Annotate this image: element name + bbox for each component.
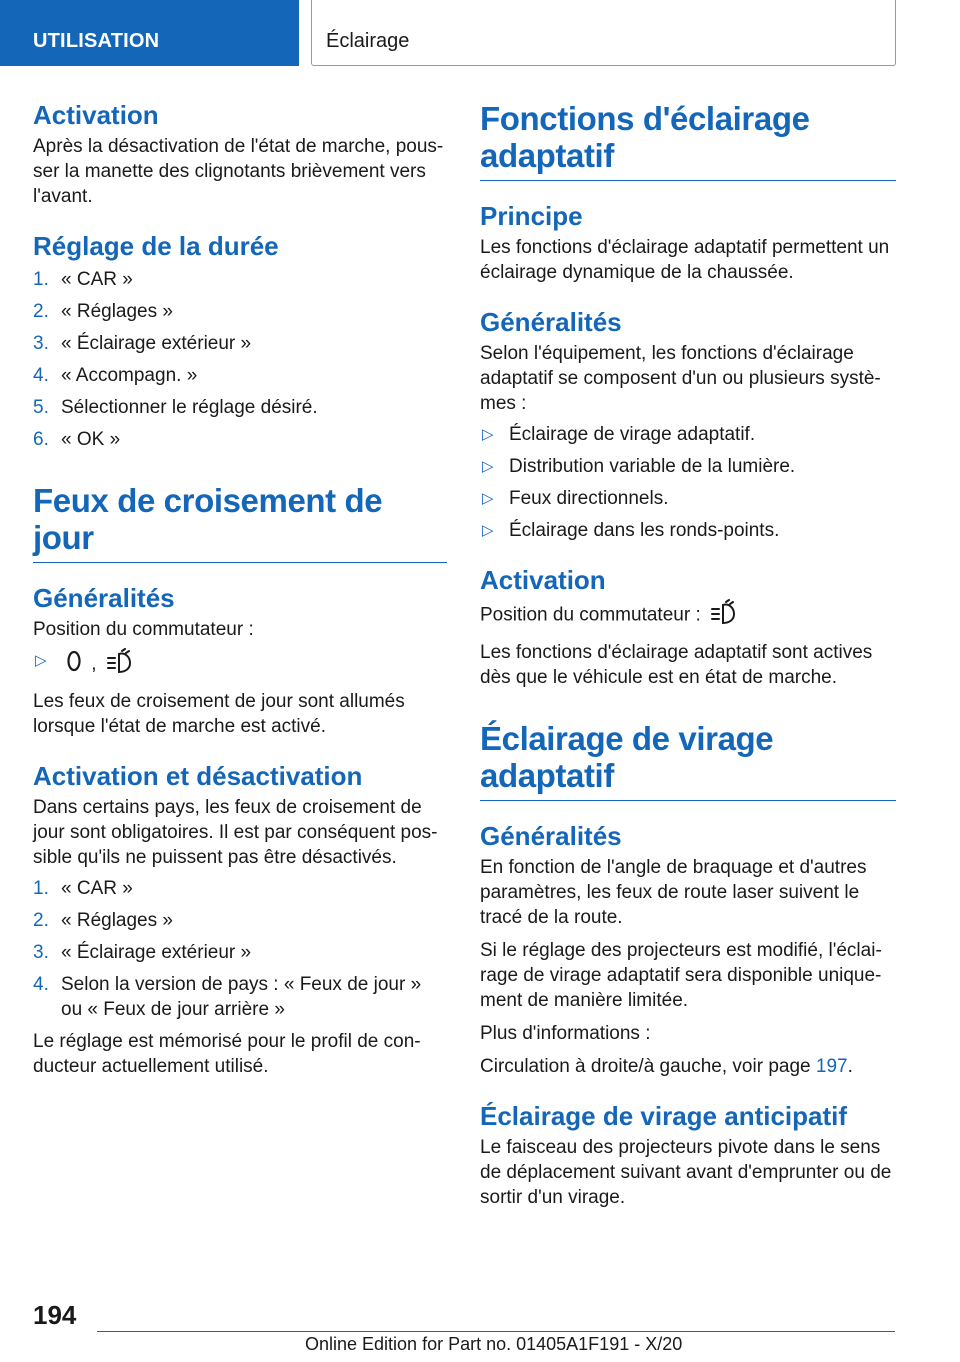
right-column: [480, 100, 896, 1210]
system-text: Distribution variable de la lumière.: [509, 456, 796, 477]
list-item: [33, 940, 447, 965]
system-text: Feux directionnels.: [509, 488, 669, 509]
cornering-heading: Éclairage de virage adaptatif: [480, 720, 896, 801]
principle-heading: Principe: [480, 201, 583, 231]
switch-position-text: Position du commutateur :: [480, 604, 701, 626]
more-info-text: Plus d'informations :: [480, 1023, 651, 1044]
edition-text: Online Edition for Part no. 01405A1F191 - X/20: [305, 1334, 683, 1354]
activation-heading: Activation: [33, 100, 159, 130]
list-item: [33, 395, 447, 420]
list-item: [33, 876, 447, 901]
cornering-modified-text: Si le réglage des projecteurs est modifié, l'éclai-rage de virage adaptatif sera disponible unique-ment de manière limitée.: [480, 940, 882, 1011]
list-item: [33, 331, 447, 356]
principle-text: Les fonctions d'éclairage adaptatif permettent un éclairage dynamique de la chaussée.: [480, 237, 890, 283]
step-number: 4.: [33, 974, 49, 995]
drl-lights-text: Les feux de croisement de jour sont allumés lorsque l'état de marche est activé.: [33, 691, 405, 737]
triangle-bullet-icon: ▷: [482, 426, 494, 443]
step-number: 5.: [33, 397, 49, 418]
drl-heading: Feux de croisement de jour: [33, 482, 447, 563]
auto-headlight-icon: [106, 648, 132, 681]
reference-end: .: [847, 1056, 853, 1077]
adaptive-activation-heading: Activation: [480, 565, 606, 595]
step-number: 3.: [33, 942, 49, 963]
drl-switch-position-text: Position du commutateur :: [33, 619, 254, 640]
cornering-general-text: En fonction de l'angle de braquage et d'autres paramètres, les feux de route laser suivent le tracé de la route.: [480, 857, 867, 928]
list-item: [480, 486, 896, 511]
activation-text: Après la désactivation de l'état de marche, pous-ser la manette des clignotants brièvement vers l'avant.: [33, 136, 444, 207]
step-number: 1.: [33, 878, 49, 899]
drl-steps: [33, 876, 447, 1022]
drl-onoff-text: Dans certains pays, les feux de croisement de jour sont obligatoires. Il est par conséquent pos-sible qu'ils ne puissent pas être désactivés.: [33, 797, 438, 868]
step-text: « Éclairage extérieur »: [61, 942, 252, 963]
list-item: [33, 908, 447, 933]
page-reference: [480, 1054, 896, 1079]
anticipatory-text: Le faisceau des projecteurs pivote dans le sens de déplacement suivant avant d'emprunter ou de sortir d'un virage.: [480, 1137, 892, 1208]
step-number: 2.: [33, 301, 49, 322]
step-text: « Réglages »: [61, 910, 173, 931]
drl-onoff-heading: Activation et désactivation: [33, 761, 363, 791]
list-item: [480, 422, 896, 447]
duration-heading: Réglage de la durée: [33, 231, 279, 261]
chapter-title: Éclairage: [326, 30, 410, 52]
list-item: [480, 454, 896, 479]
step-text: « CAR »: [61, 269, 133, 290]
drl-general-heading: Généralités: [33, 583, 175, 613]
list-item: [33, 972, 447, 1022]
triangle-bullet-icon: ▷: [482, 458, 494, 475]
zero-position-icon: [66, 649, 82, 680]
step-text: Sélectionner le réglage désiré.: [61, 397, 318, 418]
step-number: 2.: [33, 910, 49, 931]
step-number: 3.: [33, 333, 49, 354]
triangle-bullet-icon: ▷: [482, 490, 494, 507]
list-item: [33, 427, 447, 452]
list-item: [33, 267, 447, 292]
adaptive-general-text: Selon l'équipement, les fonctions d'éclairage adaptatif se composent d'un ou plusieurs systè-mes :: [480, 343, 881, 414]
adaptive-switch-position: [480, 599, 896, 632]
step-text: « CAR »: [61, 878, 133, 899]
drl-memory-text: Le réglage est mémorisé pour le profil de con-ducteur actuellement utilisé.: [33, 1031, 421, 1077]
drl-switch-symbols: [33, 648, 447, 681]
section-tab: [0, 0, 299, 66]
step-text: « OK »: [61, 429, 121, 450]
chapter-tab: [311, 0, 896, 66]
step-number: 1.: [33, 269, 49, 290]
reference-text: Circulation à droite/à gauche, voir page: [480, 1056, 811, 1077]
adaptive-activation-text: Les fonctions d'éclairage adaptatif sont actives dès que le véhicule est en état de marche.: [480, 642, 873, 688]
adaptive-general-heading: Généralités: [480, 307, 622, 337]
list-item: [480, 518, 896, 543]
triangle-bullet-icon: ▷: [35, 652, 47, 669]
duration-steps: [33, 267, 447, 452]
page-link[interactable]: 197: [815, 1056, 848, 1077]
adaptive-heading: Fonctions d'éclairage adaptatif: [480, 100, 896, 181]
footer-divider: [97, 1331, 895, 1332]
cornering-general-heading: Généralités: [480, 821, 622, 851]
symbol-separator: ,: [91, 653, 97, 675]
system-text: Éclairage de virage adaptatif.: [509, 424, 756, 445]
step-text: Selon la version de pays : « Feux de jour » ou « Feux de jour arrière »: [61, 974, 422, 1020]
anticipatory-heading: Éclairage de virage anticipatif: [480, 1101, 848, 1131]
step-number: 6.: [33, 429, 49, 450]
adaptive-systems-list: [480, 422, 896, 543]
step-text: « Éclairage extérieur »: [61, 333, 252, 354]
triangle-bullet-icon: ▷: [482, 522, 494, 539]
page-header: [0, 0, 960, 66]
left-column: [33, 100, 447, 1079]
section-title: UTILISATION: [33, 30, 160, 52]
list-item: [33, 363, 447, 388]
list-item: [33, 299, 447, 324]
system-text: Éclairage dans les ronds-points.: [509, 520, 780, 541]
step-text: « Accompagn. »: [61, 365, 198, 386]
auto-headlight-icon: [710, 599, 736, 632]
step-number: 4.: [33, 365, 49, 386]
step-text: « Réglages »: [61, 301, 173, 322]
page-number: 194: [33, 1300, 77, 1330]
